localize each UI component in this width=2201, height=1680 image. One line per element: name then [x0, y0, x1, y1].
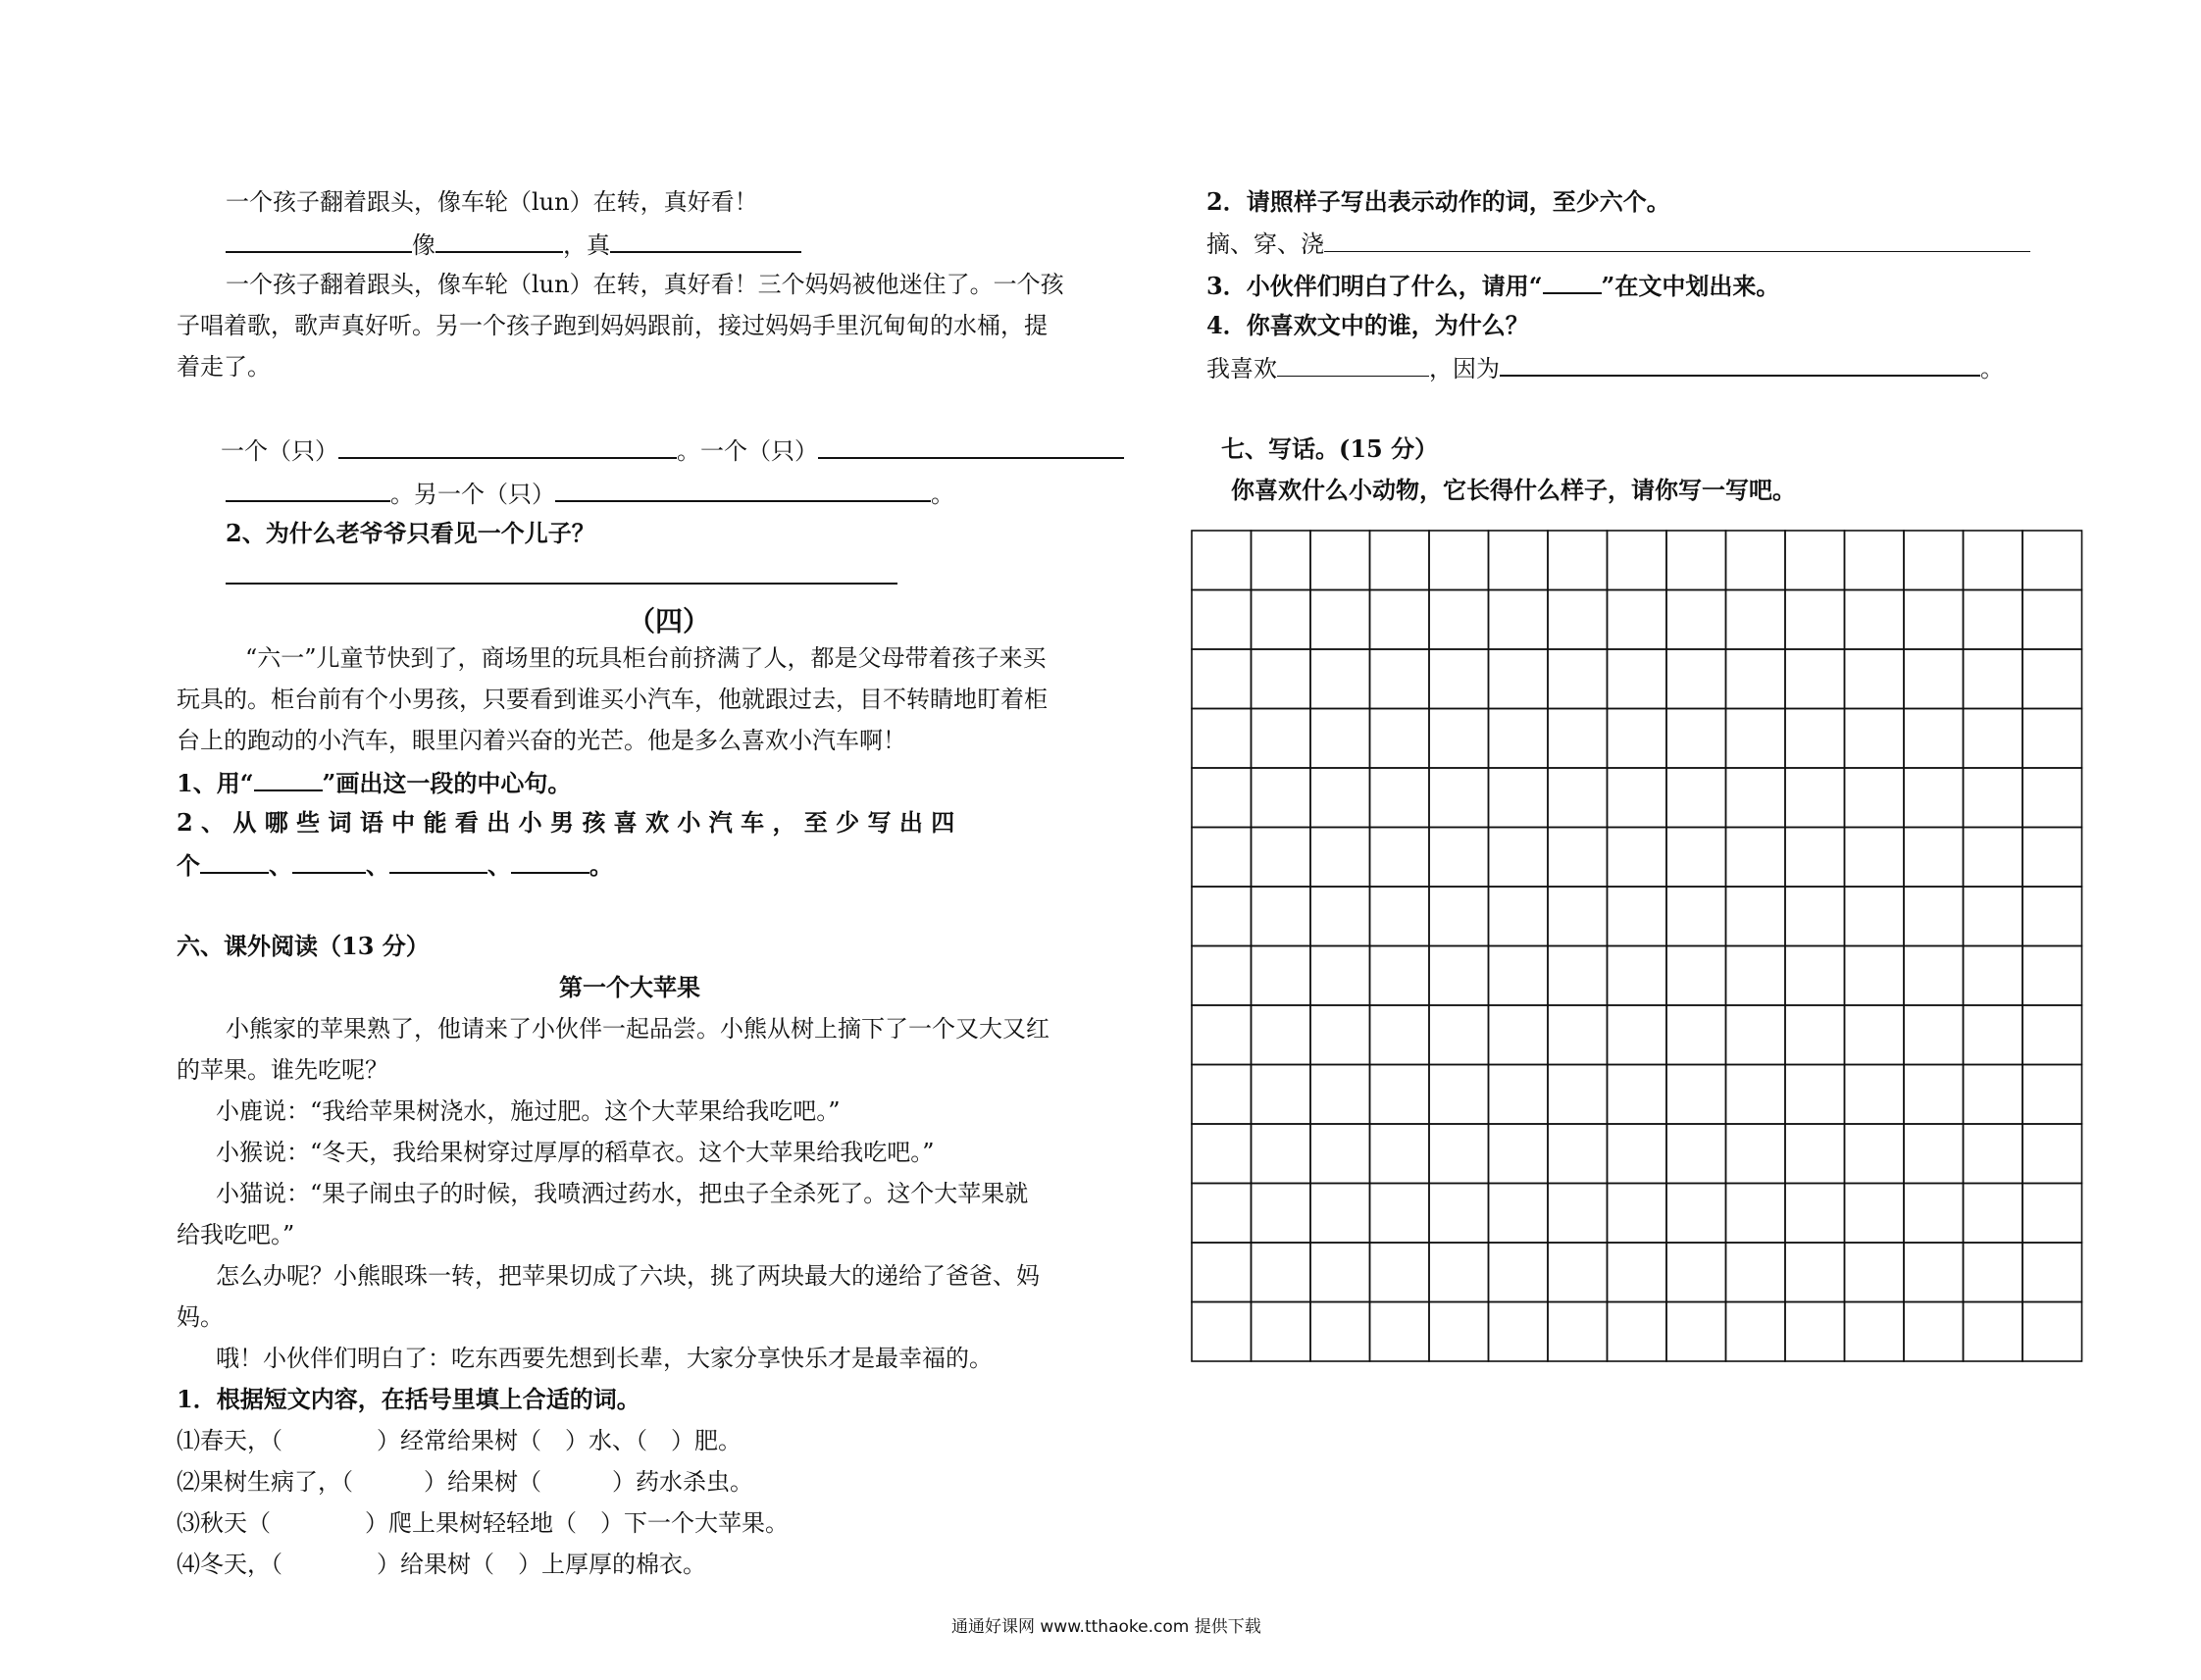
grid-cell[interactable]: [1252, 1184, 1311, 1244]
grid-cell[interactable]: [1666, 1184, 1726, 1244]
grid-cell[interactable]: [1252, 531, 1311, 590]
grid-cell[interactable]: [1904, 946, 1964, 1006]
grid-cell[interactable]: [1489, 531, 1549, 590]
passage-line: 台上的跑动的小汽车，眼里闪着兴奋的光芒。他是多么喜欢小汽车啊！: [177, 727, 906, 754]
grid-cell[interactable]: [1310, 709, 1370, 769]
grid-cell[interactable]: [1310, 1184, 1370, 1244]
grid-cell[interactable]: [1489, 1184, 1549, 1244]
grid-cell[interactable]: [1845, 1302, 1905, 1362]
grid-cell[interactable]: [1666, 1065, 1726, 1125]
grid-cell[interactable]: [1370, 1005, 1430, 1065]
grid-cell[interactable]: [1726, 946, 1786, 1006]
grid-cell[interactable]: [1192, 1124, 1252, 1184]
grid-cell[interactable]: [1726, 1065, 1786, 1125]
grid-cell[interactable]: [1252, 768, 1311, 828]
grid-cell[interactable]: [1548, 1243, 1608, 1302]
answer-4: 我喜欢 ，因为 。: [1206, 355, 2004, 382]
writing-grid[interactable]: [1191, 530, 2085, 1364]
grid-cell[interactable]: [1785, 1065, 1845, 1125]
grid-cell[interactable]: [1785, 649, 1845, 709]
grid-cell[interactable]: [1608, 768, 1667, 828]
grid-cell[interactable]: [1845, 649, 1905, 709]
grid-cell[interactable]: [1370, 768, 1430, 828]
writing-prompt: 你喜欢什么小动物，它长得什么样子，请你写一写吧。: [1231, 476, 1796, 504]
fill-line-2: 。另一个（只） 。: [226, 481, 954, 506]
grid-cell[interactable]: [1429, 531, 1489, 590]
grid-cell[interactable]: [1904, 1124, 1964, 1184]
grid-cell[interactable]: [1785, 887, 1845, 946]
grid-cell[interactable]: [1192, 1302, 1252, 1362]
grid-cell[interactable]: [1608, 1065, 1667, 1125]
grid-cell[interactable]: [1726, 1005, 1786, 1065]
grid-cell[interactable]: [1252, 887, 1311, 946]
grid-cell[interactable]: [1845, 709, 1905, 769]
grid-cell[interactable]: [2022, 590, 2082, 650]
grid-cell[interactable]: [1845, 1124, 1905, 1184]
grid-cell[interactable]: [1192, 1184, 1252, 1244]
grid-cell[interactable]: [1608, 1005, 1667, 1065]
grid-cell[interactable]: [1192, 828, 1252, 888]
grid-cell[interactable]: [1489, 649, 1549, 709]
grid-cell[interactable]: [1370, 1302, 1430, 1362]
grid-cell[interactable]: [1252, 649, 1311, 709]
question-3: 3．小伙伴们明白了什么，请用“ ”在文中划出来。: [1206, 272, 1780, 300]
question-4: 4．你喜欢文中的谁，为什么？: [1206, 311, 1529, 339]
grid-cell[interactable]: [2022, 768, 2082, 828]
grid-cell[interactable]: [1785, 768, 1845, 828]
grid-cell[interactable]: [1548, 1124, 1608, 1184]
grid-cell[interactable]: [1964, 1302, 2023, 1362]
grid-cell[interactable]: [1548, 768, 1608, 828]
grid-cell[interactable]: [1904, 649, 1964, 709]
grid-cell[interactable]: [1726, 709, 1786, 769]
grid-cell[interactable]: [1964, 590, 2023, 650]
passage-line: 小猫说：“果子闹虫子的时候，我喷洒过药水，把虫子全杀死了。这个大苹果就: [216, 1180, 1029, 1207]
blank[interactable]: [389, 852, 487, 874]
grid-cell[interactable]: [1845, 1243, 1905, 1302]
grid-cell[interactable]: [1845, 590, 1905, 650]
grid-cell[interactable]: [1904, 768, 1964, 828]
grid-cell[interactable]: [1904, 887, 1964, 946]
imitation-line: 像 ，真: [226, 231, 801, 257]
grid-cell[interactable]: [1192, 709, 1252, 769]
grid-cell[interactable]: [1666, 1302, 1726, 1362]
grid-cell[interactable]: [1310, 828, 1370, 888]
grid-cell[interactable]: [1608, 590, 1667, 650]
grid-cell[interactable]: [1964, 887, 2023, 946]
grid-cell[interactable]: [1548, 590, 1608, 650]
passage-line: 着走了。: [177, 353, 271, 381]
grid-cell[interactable]: [2022, 1124, 2082, 1184]
passage-line: 怎么办呢？小熊眼珠一转，把苹果切成了六块，挑了两块最大的递给了爸爸、妈: [216, 1262, 1040, 1290]
answer-line[interactable]: [226, 583, 897, 585]
passage-line: 小猴说：“冬天，我给果树穿过厚厚的稻草衣。这个大苹果给我吃吧。”: [216, 1139, 935, 1166]
grid-cell[interactable]: [1192, 946, 1252, 1006]
question-2: 2、为什么老爷爷只看见一个儿子？: [226, 519, 595, 547]
sub-question: ⑶秋天（ ）爬上果树轻轻地（ ）下一个大苹果。: [177, 1509, 789, 1537]
grid-cell[interactable]: [1785, 590, 1845, 650]
passage-line: 子唱着歌，歌声真好听。另一个孩子跑到妈妈跟前，接过妈妈手里沉甸甸的水桶，提: [177, 312, 1048, 339]
grid-cell[interactable]: [1489, 946, 1549, 1006]
grid-cell[interactable]: [2022, 709, 2082, 769]
grid-cell[interactable]: [1845, 531, 1905, 590]
grid-cell[interactable]: [1429, 649, 1489, 709]
grid-cell[interactable]: [1608, 649, 1667, 709]
grid-cell[interactable]: [1608, 1124, 1667, 1184]
grid-cell[interactable]: [1489, 590, 1549, 650]
blank[interactable]: [818, 437, 1124, 459]
grid-cell[interactable]: [1964, 1243, 2023, 1302]
blank[interactable]: [292, 852, 366, 874]
grid-cell[interactable]: [1192, 1065, 1252, 1125]
grid-cell[interactable]: [1489, 1243, 1549, 1302]
grid-cell[interactable]: [1608, 887, 1667, 946]
grid-cell[interactable]: [2022, 1243, 2082, 1302]
passage-line: “六一”儿童节快到了，商场里的玩具柜台前挤满了人，都是父母带着孩子来买: [245, 644, 1047, 672]
grid-cell[interactable]: [1785, 1302, 1845, 1362]
grid-cell[interactable]: [2022, 1065, 2082, 1125]
blank[interactable]: [435, 231, 563, 253]
grid-cell[interactable]: [1192, 531, 1252, 590]
grid-cell[interactable]: [1726, 1243, 1786, 1302]
grid-cell[interactable]: [1904, 1184, 1964, 1244]
grid-cell[interactable]: [1310, 946, 1370, 1006]
grid-cell[interactable]: [1548, 531, 1608, 590]
grid-cell[interactable]: [1370, 887, 1430, 946]
grid-cell[interactable]: [1726, 828, 1786, 888]
grid-cell[interactable]: [1370, 828, 1430, 888]
blank[interactable]: [1277, 356, 1429, 377]
grid-cell[interactable]: [1608, 1184, 1667, 1244]
grid-cell[interactable]: [1429, 828, 1489, 888]
grid-cell[interactable]: [2022, 1184, 2082, 1244]
blank[interactable]: [1500, 355, 1980, 377]
grid-cell[interactable]: [1666, 828, 1726, 888]
grid-cell[interactable]: [1310, 1065, 1370, 1125]
grid-cell[interactable]: [1726, 887, 1786, 946]
grid-cell[interactable]: [2022, 531, 2082, 590]
grid-cell[interactable]: [1429, 887, 1489, 946]
grid-cell[interactable]: [1904, 828, 1964, 888]
passage-line: 给我吃吧。”: [177, 1221, 295, 1248]
grid-cell[interactable]: [1904, 531, 1964, 590]
grid-cell[interactable]: [2022, 1005, 2082, 1065]
grid-cell[interactable]: [1964, 1184, 2023, 1244]
grid-cell[interactable]: [1608, 709, 1667, 769]
grid-cell[interactable]: [1785, 1124, 1845, 1184]
grid-cell[interactable]: [1252, 1065, 1311, 1125]
grid-cell[interactable]: [1785, 946, 1845, 1006]
footer: 通通好课网 www.tthaoke.com 提供下载: [951, 1617, 1261, 1637]
grid-cell[interactable]: [1785, 828, 1845, 888]
grid-cell[interactable]: [1845, 768, 1905, 828]
grid-cell[interactable]: [1608, 531, 1667, 590]
question-1: 1、用“ ”画出这一段的中心句。: [177, 769, 572, 797]
story-title: 第一个大苹果: [559, 973, 700, 1001]
grid-cell[interactable]: [1964, 531, 2023, 590]
blank[interactable]: [1324, 231, 2030, 252]
grid-cell[interactable]: [1726, 1184, 1786, 1244]
grid-cell[interactable]: [1845, 1065, 1905, 1125]
blank[interactable]: [610, 231, 801, 253]
sub-question: ⑷冬天，（ ）给果树（ ）上厚厚的棉衣。: [177, 1551, 706, 1578]
grid-cell[interactable]: [1192, 1005, 1252, 1065]
grid-cell[interactable]: [1785, 1184, 1845, 1244]
grid-cell[interactable]: [2022, 828, 2082, 888]
section-title: 七、写话。(15 分）: [1221, 434, 1439, 463]
passage-line: 小鹿说：“我给苹果树浇水，施过肥。这个大苹果给我吃吧。”: [216, 1097, 841, 1125]
grid-cell[interactable]: [1845, 887, 1905, 946]
grid-cell[interactable]: [1192, 1243, 1252, 1302]
grid-cell[interactable]: [1429, 768, 1489, 828]
grid-cell[interactable]: [1666, 1124, 1726, 1184]
grid-cell[interactable]: [1548, 946, 1608, 1006]
grid-cell[interactable]: [1726, 531, 1786, 590]
grid-cell[interactable]: [1192, 768, 1252, 828]
passage-line: 一个孩子翻着跟头，像车轮（lun）在转，真好看！三个妈妈被他迷住了。一个孩: [226, 271, 1064, 298]
blank[interactable]: [200, 852, 269, 874]
grid-cell[interactable]: [1904, 1243, 1964, 1302]
example-words: 摘、穿、浇: [1206, 231, 2030, 256]
fill-line-1: 一个（只） 。一个（只）: [221, 437, 1124, 463]
grid-cell[interactable]: [2022, 1302, 2082, 1362]
grid-cell[interactable]: [1548, 649, 1608, 709]
grid-cell[interactable]: [1666, 531, 1726, 590]
grid-cell[interactable]: [2022, 946, 2082, 1006]
grid-cell[interactable]: [2022, 649, 2082, 709]
grid-cell[interactable]: [1370, 1124, 1430, 1184]
grid-cell[interactable]: [1904, 590, 1964, 650]
grid-cell[interactable]: [1310, 768, 1370, 828]
section-title: （四）: [628, 605, 711, 637]
question-1: 1．根据短文内容，在括号里填上合适的词。: [177, 1385, 640, 1413]
grid-cell[interactable]: [1252, 828, 1311, 888]
section-title: 六、课外阅读（13 分）: [177, 932, 430, 960]
blank[interactable]: [338, 437, 677, 459]
grid-cell[interactable]: [1370, 709, 1430, 769]
blank[interactable]: [1543, 273, 1602, 294]
grid-cell[interactable]: [1608, 828, 1667, 888]
grid-cell[interactable]: [1310, 649, 1370, 709]
grid-cell[interactable]: [1548, 887, 1608, 946]
grid-cell[interactable]: [1964, 1065, 2023, 1125]
grid-cell[interactable]: [1310, 1243, 1370, 1302]
grid-cell[interactable]: [1964, 946, 2023, 1006]
grid-cell[interactable]: [1964, 709, 2023, 769]
question-2: 2 、 从 哪 些 词 语 中 能 看 出 小 男 孩 喜 欢 小 汽 车 ， 至 少 写 出 四: [177, 808, 955, 837]
grid-cell[interactable]: [2022, 887, 2082, 946]
grid-cell[interactable]: [1666, 1243, 1726, 1302]
grid-cell[interactable]: [1666, 887, 1726, 946]
grid-cell[interactable]: [1429, 1065, 1489, 1125]
passage-line: 妈。: [177, 1303, 224, 1331]
grid-cell[interactable]: [1785, 1005, 1845, 1065]
grid-cell[interactable]: [1370, 531, 1430, 590]
grid-cell[interactable]: [1548, 1005, 1608, 1065]
grid-cell[interactable]: [1726, 590, 1786, 650]
grid-cell[interactable]: [1666, 709, 1726, 769]
grid-cell[interactable]: [1310, 531, 1370, 590]
grid-cell[interactable]: [1489, 1005, 1549, 1065]
grid-cell[interactable]: [1666, 768, 1726, 828]
grid-cell[interactable]: [1310, 1124, 1370, 1184]
grid-cell[interactable]: [1666, 946, 1726, 1006]
grid-cell[interactable]: [1429, 1302, 1489, 1362]
grid-cell[interactable]: [1904, 1302, 1964, 1362]
passage-line: 小熊家的苹果熟了，他请来了小伙伴一起品尝。小熊从树上摘下了一个又大又红: [226, 1015, 1049, 1043]
grid-cell[interactable]: [1370, 1065, 1430, 1125]
grid-cell[interactable]: [1489, 709, 1549, 769]
grid-cell[interactable]: [1429, 1005, 1489, 1065]
grid-cell[interactable]: [1608, 1302, 1667, 1362]
grid-cell[interactable]: [1726, 1124, 1786, 1184]
blank[interactable]: [511, 852, 589, 874]
passage-line: 哦！小伙伴们明白了：吃东西要先想到长辈，大家分享快乐才是最幸福的。: [216, 1345, 993, 1372]
passage-line: 的苹果。谁先吃呢？: [177, 1056, 388, 1084]
grid-cell[interactable]: [1608, 1243, 1667, 1302]
grid-cell[interactable]: [1310, 887, 1370, 946]
grid-cell[interactable]: [1666, 649, 1726, 709]
grid-cell[interactable]: [1548, 709, 1608, 769]
grid-cell[interactable]: [1310, 1302, 1370, 1362]
sub-question: ⑵果树生病了，（ ）给果树（ ）药水杀虫。: [177, 1468, 753, 1496]
grid-cell[interactable]: [1904, 709, 1964, 769]
grid-cell[interactable]: [1310, 590, 1370, 650]
grid-cell[interactable]: [1429, 946, 1489, 1006]
grid-cell[interactable]: [1964, 1005, 2023, 1065]
grid-cell[interactable]: [1252, 709, 1311, 769]
blank[interactable]: [555, 481, 931, 502]
blank[interactable]: [226, 231, 412, 253]
grid-cell[interactable]: [1252, 590, 1311, 650]
grid-cell[interactable]: [1608, 946, 1667, 1006]
grid-cell[interactable]: [1370, 649, 1430, 709]
grid-cell[interactable]: [1192, 887, 1252, 946]
grid-cell[interactable]: [1548, 1065, 1608, 1125]
grid-cell[interactable]: [1964, 768, 2023, 828]
grid-cell[interactable]: [1310, 1005, 1370, 1065]
grid-cell[interactable]: [1964, 649, 2023, 709]
grid-cell[interactable]: [1548, 1302, 1608, 1362]
grid-cell[interactable]: [1904, 1005, 1964, 1065]
grid-cell[interactable]: [1429, 709, 1489, 769]
blank[interactable]: [226, 481, 390, 502]
grid-cell[interactable]: [1429, 1243, 1489, 1302]
grid-cell[interactable]: [1548, 1184, 1608, 1244]
grid-cell[interactable]: [1429, 590, 1489, 650]
grid-cell[interactable]: [1845, 1184, 1905, 1244]
grid-cell[interactable]: [1666, 1005, 1726, 1065]
question-2: 2．请照样子写出表示动作的词，至少六个。: [1206, 187, 1670, 216]
grid-cell[interactable]: [1370, 1184, 1430, 1244]
grid-cell[interactable]: [1845, 828, 1905, 888]
grid-cell[interactable]: [1904, 1065, 1964, 1125]
grid-cell[interactable]: [1370, 946, 1430, 1006]
question-2-cont: 个 、 、 、 。: [177, 851, 613, 880]
grid-cell[interactable]: [1252, 1243, 1311, 1302]
grid-cell[interactable]: [1548, 828, 1608, 888]
grid-cell[interactable]: [1489, 828, 1549, 888]
grid-cell[interactable]: [1726, 768, 1786, 828]
grid-cell[interactable]: [1370, 1243, 1430, 1302]
grid-cell[interactable]: [1785, 1243, 1845, 1302]
grid-cell[interactable]: [1845, 1005, 1905, 1065]
grid-cell[interactable]: [1666, 590, 1726, 650]
sample-sentence: 一个孩子翻着跟头，像车轮（lun）在转，真好看！: [226, 188, 758, 216]
grid-cell[interactable]: [1192, 649, 1252, 709]
grid-cell[interactable]: [1429, 1184, 1489, 1244]
passage-line: 玩具的。柜台前有个小男孩，只要看到谁买小汽车，他就跟过去，目不转睛地盯着柜: [177, 686, 1048, 713]
grid-cell[interactable]: [1429, 1124, 1489, 1184]
grid-cell[interactable]: [1252, 1302, 1311, 1362]
grid-cell[interactable]: [1192, 590, 1252, 650]
blank[interactable]: [254, 770, 323, 791]
grid-cell[interactable]: [1964, 828, 2023, 888]
grid-cell[interactable]: [1370, 590, 1430, 650]
grid-cell[interactable]: [1252, 1005, 1311, 1065]
grid-cell[interactable]: [1252, 946, 1311, 1006]
grid-cell[interactable]: [1489, 768, 1549, 828]
sub-question: ⑴春天，（ ）经常给果树（ ）水、（ ）肥。: [177, 1427, 742, 1454]
grid-cell[interactable]: [1845, 946, 1905, 1006]
grid-cell[interactable]: [1252, 1124, 1311, 1184]
grid-cell[interactable]: [1489, 1302, 1549, 1362]
grid-cell[interactable]: [1785, 709, 1845, 769]
grid-cell[interactable]: [1489, 1065, 1549, 1125]
grid-cell[interactable]: [1964, 1124, 2023, 1184]
grid-cell[interactable]: [1489, 1124, 1549, 1184]
grid-cell[interactable]: [1785, 531, 1845, 590]
grid-cell[interactable]: [1726, 1302, 1786, 1362]
grid-cell[interactable]: [1489, 887, 1549, 946]
grid-cell[interactable]: [1726, 649, 1786, 709]
